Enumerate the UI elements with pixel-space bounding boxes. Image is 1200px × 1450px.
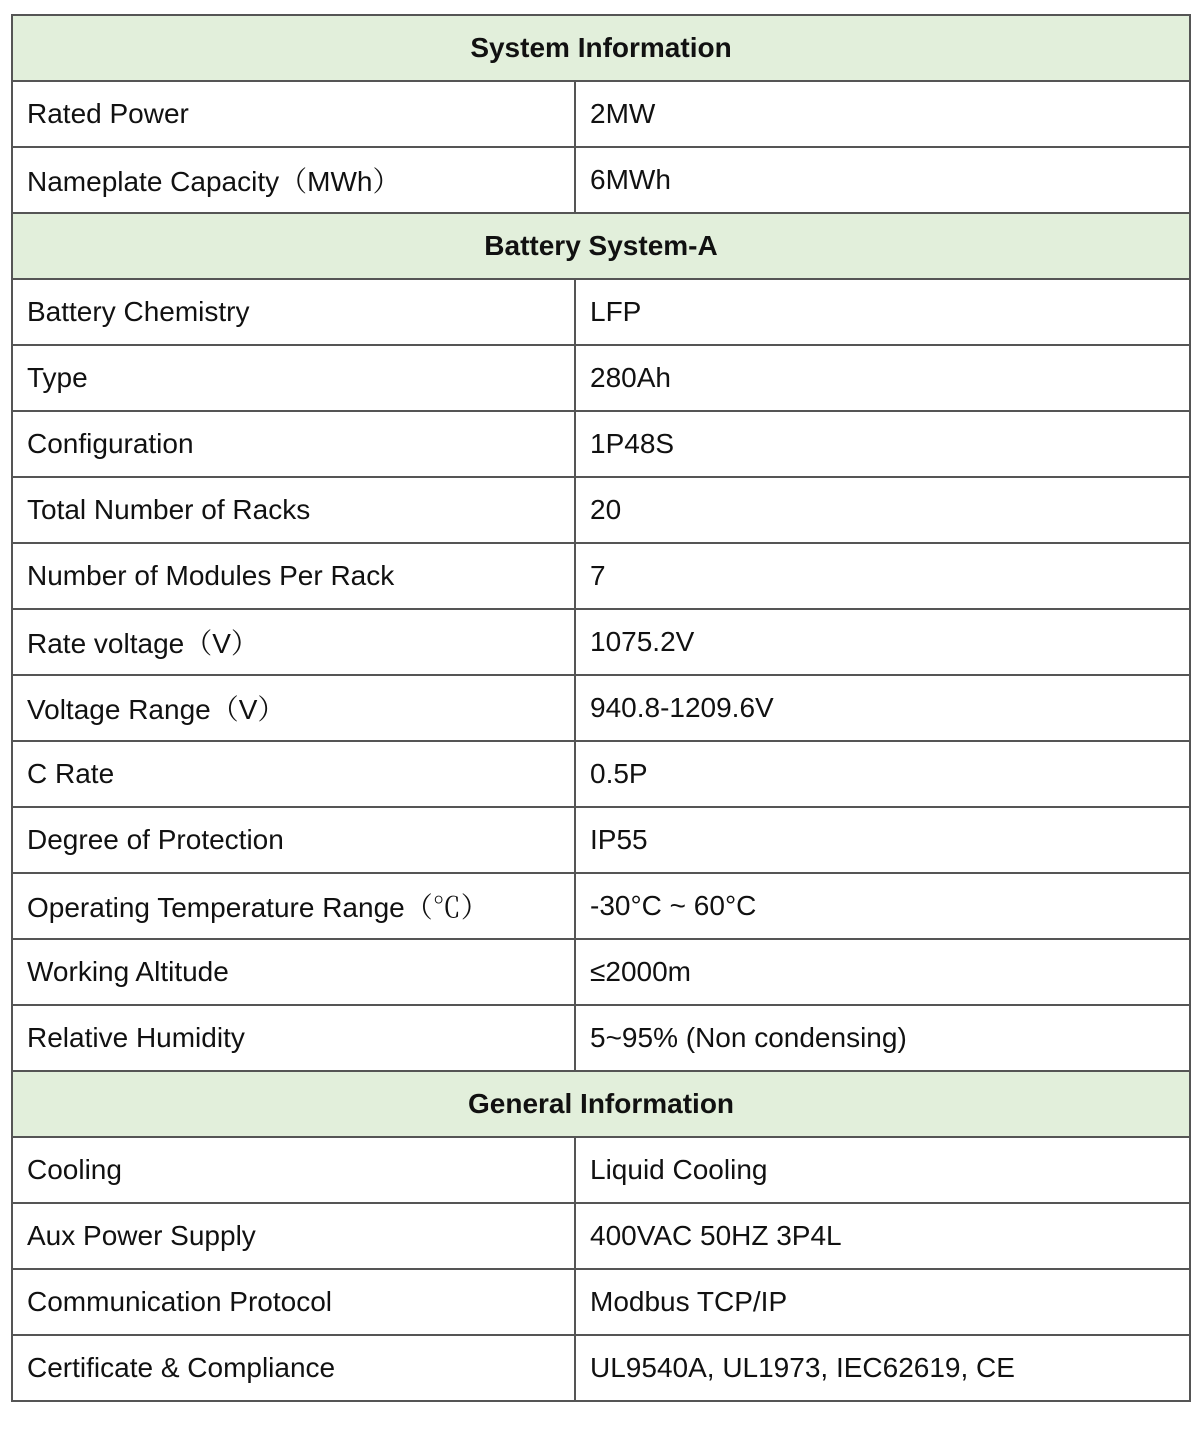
row-value: 20 [575, 477, 1190, 543]
table-row [12, 1269, 1190, 1335]
row-label: Nameplate Capacity（MWh） [12, 147, 575, 213]
table-row [12, 675, 1190, 741]
row-label: Working Altitude [12, 939, 575, 1005]
table-row [12, 279, 1190, 345]
section-header-general-information [12, 1071, 1190, 1137]
row-value: -30°C ~ 60°C [575, 873, 1190, 939]
row-value: UL9540A, UL1973, IEC62619, CE [575, 1335, 1190, 1401]
row-value: 5~95% (Non condensing) [575, 1005, 1190, 1071]
section-title: General Information [12, 1071, 1190, 1137]
row-value: 1075.2V [575, 609, 1190, 675]
table-row [12, 81, 1190, 147]
row-value: 0.5P [575, 741, 1190, 807]
row-label: Battery Chemistry [12, 279, 575, 345]
row-value: 7 [575, 543, 1190, 609]
table-row [12, 609, 1190, 675]
table-row [12, 411, 1190, 477]
table-row [12, 873, 1190, 939]
row-label: Type [12, 345, 575, 411]
table-row [12, 543, 1190, 609]
table-row [12, 1203, 1190, 1269]
row-value: Liquid Cooling [575, 1137, 1190, 1203]
row-label: Cooling [12, 1137, 575, 1203]
row-label: Communication Protocol [12, 1269, 575, 1335]
table-row [12, 741, 1190, 807]
table-row [12, 939, 1190, 1005]
table-row [12, 147, 1190, 213]
row-label: Degree of Protection [12, 807, 575, 873]
row-label: Number of Modules Per Rack [12, 543, 575, 609]
section-header-system-information [12, 15, 1190, 81]
table-row [12, 1005, 1190, 1071]
row-label: Configuration [12, 411, 575, 477]
row-value: 940.8-1209.6V [575, 675, 1190, 741]
row-value: ≤2000m [575, 939, 1190, 1005]
row-value: 2MW [575, 81, 1190, 147]
row-label: Aux Power Supply [12, 1203, 575, 1269]
section-title: System Information [12, 15, 1190, 81]
row-value: IP55 [575, 807, 1190, 873]
row-label: Total Number of Racks [12, 477, 575, 543]
row-label: Operating Temperature Range（℃） [12, 873, 575, 939]
row-label: Rated Power [12, 81, 575, 147]
table-row [12, 807, 1190, 873]
row-value: 1P48S [575, 411, 1190, 477]
row-value: 280Ah [575, 345, 1190, 411]
row-label: Relative Humidity [12, 1005, 575, 1071]
row-label: Certificate & Compliance [12, 1335, 575, 1401]
specification-table [11, 14, 1191, 1402]
row-label: Rate voltage（V） [12, 609, 575, 675]
table-row [12, 1335, 1190, 1401]
row-value: LFP [575, 279, 1190, 345]
row-label: Voltage Range（V） [12, 675, 575, 741]
row-value: Modbus TCP/IP [575, 1269, 1190, 1335]
section-title: Battery System-A [12, 213, 1190, 279]
row-label: C Rate [12, 741, 575, 807]
table-row [12, 1137, 1190, 1203]
row-value: 6MWh [575, 147, 1190, 213]
row-value: 400VAC 50HZ 3P4L [575, 1203, 1190, 1269]
table-row [12, 477, 1190, 543]
table-row [12, 345, 1190, 411]
section-header-battery-system-a [12, 213, 1190, 279]
